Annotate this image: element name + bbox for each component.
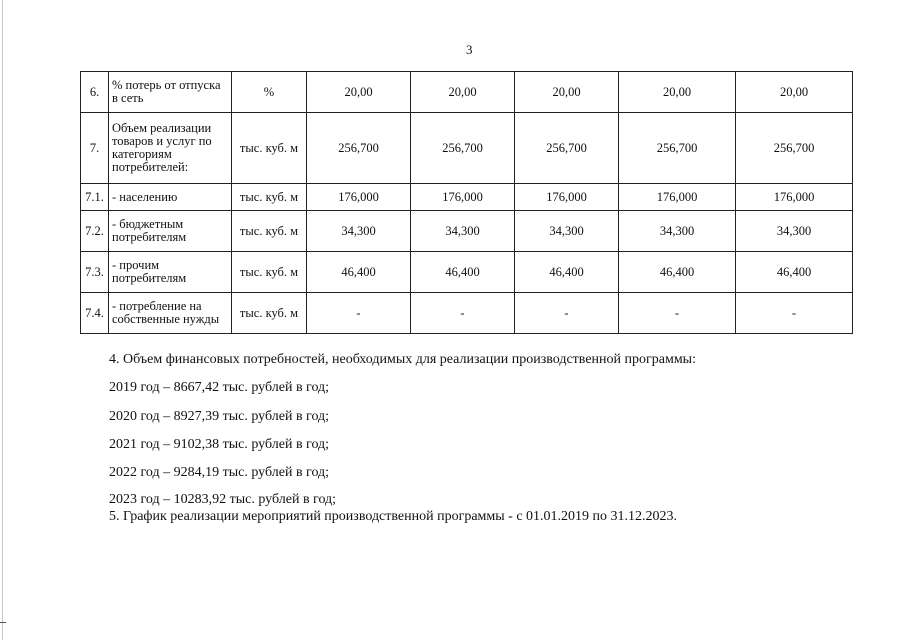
table-row [81, 113, 853, 184]
row-indicator: Объем реализации товаров и услуг по категориям потребителей: [109, 113, 232, 184]
row-unit: тыс. куб. м [232, 113, 307, 184]
value-cell: 256,700 [307, 113, 411, 184]
financial-year-line: 2023 год – 10283,92 тыс. рублей в год; [109, 492, 337, 507]
value-cell: 176,000 [307, 184, 411, 211]
table-row [81, 184, 853, 211]
row-unit: % [232, 72, 307, 113]
financial-year-line: 2020 год – 8927,39 тыс. рублей в год; [109, 409, 330, 424]
value-cell: 256,700 [411, 113, 515, 184]
row-indicator: - населению [109, 184, 232, 211]
value-cell: 20,00 [619, 72, 736, 113]
row-indicator: - бюджетным потребителям [109, 211, 232, 252]
row-number: 7.4. [81, 293, 109, 334]
value-cell: - [619, 293, 736, 334]
value-cell: 176,000 [411, 184, 515, 211]
page-number: 3 [466, 42, 473, 57]
value-cell: 176,000 [619, 184, 736, 211]
row-unit: тыс. куб. м [232, 252, 307, 293]
table-row [81, 252, 853, 293]
row-unit: тыс. куб. м [232, 211, 307, 252]
row-number: 7.2. [81, 211, 109, 252]
scan-edge [2, 0, 3, 640]
value-cell: 20,00 [411, 72, 515, 113]
row-indicator: - прочим потребителям [109, 252, 232, 293]
value-cell: 34,300 [515, 211, 619, 252]
financial-year-line: 2022 год – 9284,19 тыс. рублей в год; [109, 465, 330, 480]
row-number: 6. [81, 72, 109, 113]
value-cell: 20,00 [515, 72, 619, 113]
value-cell: 34,300 [736, 211, 853, 252]
production-program-table [80, 71, 853, 334]
value-cell: 46,400 [515, 252, 619, 293]
row-indicator: % потерь от отпуска в сеть [109, 72, 232, 113]
value-cell: 46,400 [619, 252, 736, 293]
value-cell: - [411, 293, 515, 334]
table-row [81, 211, 853, 252]
row-unit: тыс. куб. м [232, 293, 307, 334]
value-cell: 256,700 [736, 113, 853, 184]
value-cell: 46,400 [736, 252, 853, 293]
row-unit: тыс. куб. м [232, 184, 307, 211]
table-row [81, 72, 853, 113]
value-cell: - [736, 293, 853, 334]
row-number: 7. [81, 113, 109, 184]
row-indicator: - потребление на собственные нужды [109, 293, 232, 334]
financial-year-line: 2021 год – 9102,38 тыс. рублей в год; [109, 437, 330, 452]
financial-year-line: 2019 год – 8667,42 тыс. рублей в год; [109, 380, 330, 395]
value-cell: 34,300 [411, 211, 515, 252]
value-cell: 176,000 [515, 184, 619, 211]
row-number: 7.3. [81, 252, 109, 293]
value-cell: 20,00 [307, 72, 411, 113]
value-cell: 34,300 [307, 211, 411, 252]
value-cell: - [307, 293, 411, 334]
section-5-schedule: 5. График реализации мероприятий производственной программы - с 01.01.2019 по 31.12.2023. [109, 509, 678, 524]
value-cell: 256,700 [619, 113, 736, 184]
value-cell: 176,000 [736, 184, 853, 211]
value-cell: 20,00 [736, 72, 853, 113]
value-cell: 46,400 [411, 252, 515, 293]
value-cell: 256,700 [515, 113, 619, 184]
value-cell: - [515, 293, 619, 334]
table-row [81, 293, 853, 334]
value-cell: 46,400 [307, 252, 411, 293]
value-cell: 34,300 [619, 211, 736, 252]
row-number: 7.1. [81, 184, 109, 211]
section-4-heading: 4. Объем финансовых потребностей, необходимых для реализации производственной программы: [109, 352, 696, 367]
scan-mark [0, 622, 6, 623]
